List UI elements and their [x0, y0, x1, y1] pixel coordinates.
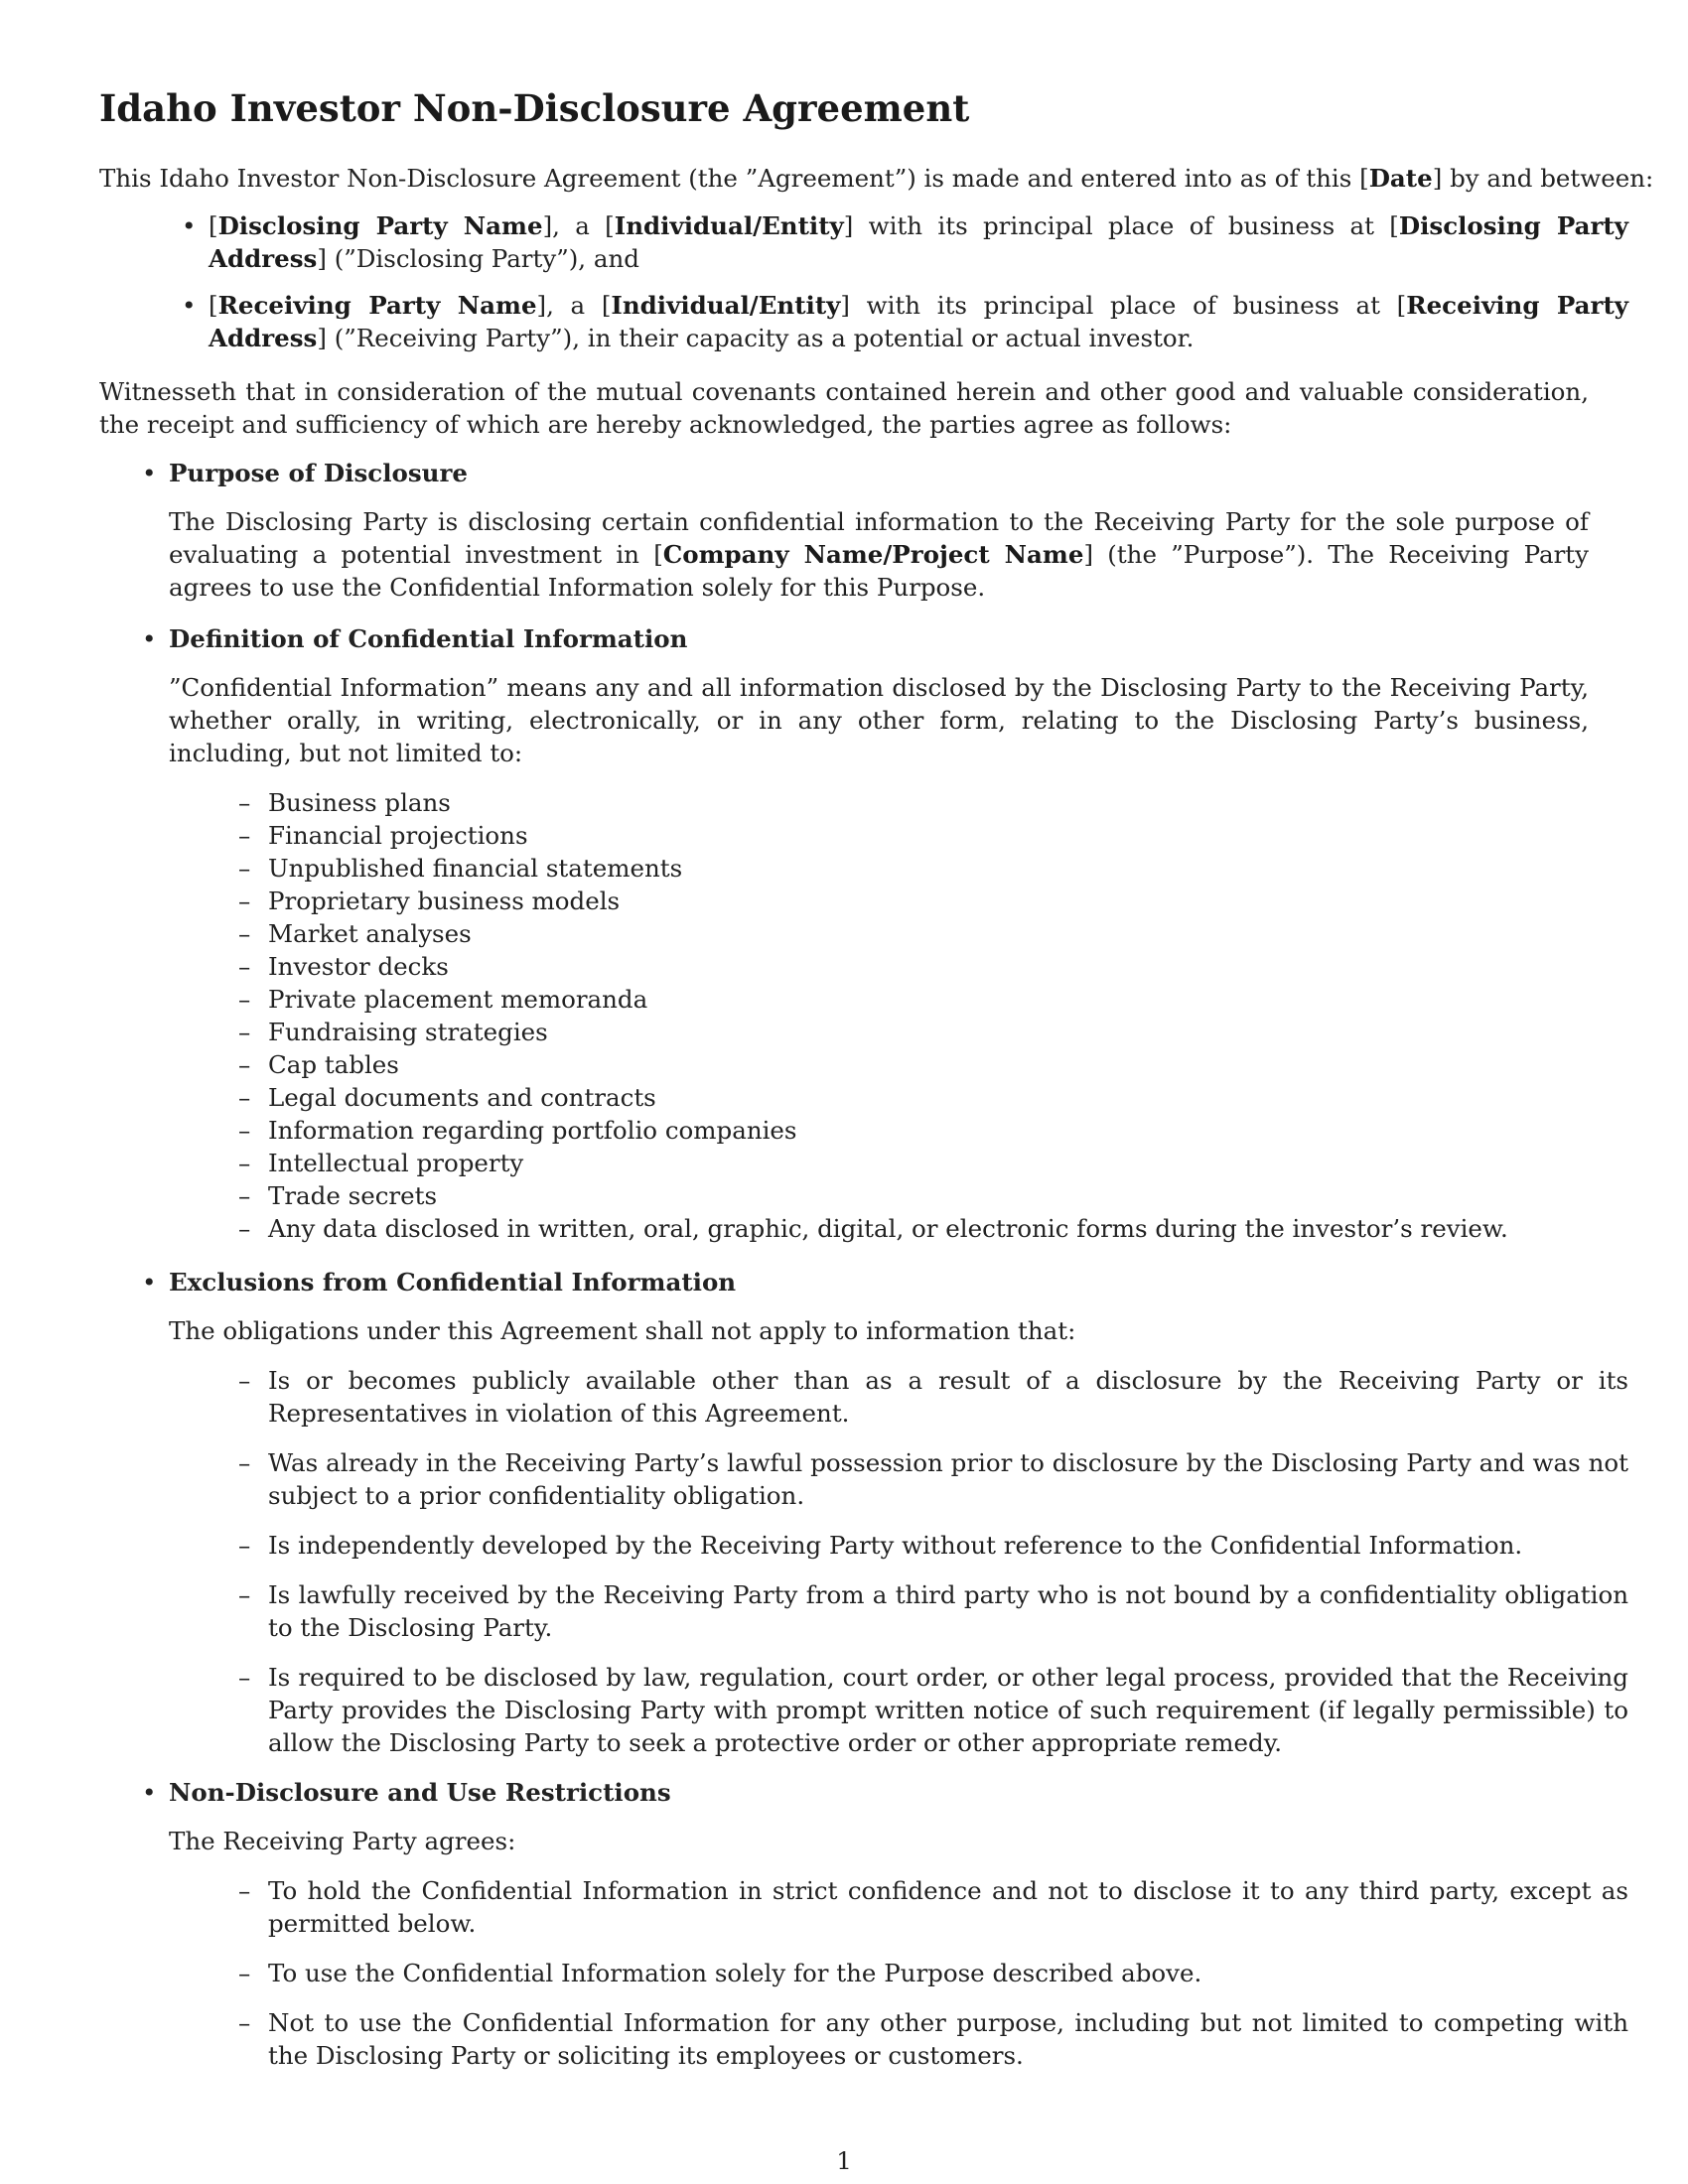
restrictions-intro: The Receiving Party agrees:: [169, 1827, 516, 1855]
confidential-items-list: [228, 786, 1628, 1245]
list-item: – Information regarding portfolio companies: [268, 1114, 1628, 1147]
exclusions-intro: The obligations under this Agreement shall not apply to information that:: [169, 1316, 1076, 1345]
list-item: – Intellectual property: [268, 1147, 1628, 1179]
list-item: – To use the Confidential Information solely for the Purpose described above.: [268, 1957, 1628, 1989]
list-item: – Was already in the Receiving Party’s lawful possession prior to disclosure by the Disclosing Party and was not subject to a prior confidentiality obligation.: [268, 1446, 1628, 1512]
list-item: – Private placement memoranda: [268, 983, 1628, 1016]
list-item: – Market analyses: [268, 917, 1628, 950]
list-item: – Business plans: [268, 786, 1628, 819]
section-heading-restrictions: • Non-Disclosure and Use Restrictions: [169, 1776, 671, 1809]
restrictions-list: [228, 1874, 1628, 2089]
document-page: [99, 0, 1654, 2184]
definition-paragraph: ”Confidential Information” means any and all information disclosed by the Disclosing Party to the Receiving Party, whether orally, in writing, electronically, or in any other form, relating to the Disclosing Party’s business, including, but not limited to:: [169, 673, 1589, 767]
page-number: 1: [836, 2146, 852, 2175]
list-item: – Proprietary business models: [268, 885, 1628, 917]
witness-paragraph: Witnesseth that in consideration of the mutual covenants contained herein and other good and valuable consideration, the receipt and sufficiency of which are hereby acknowledged, the parties agree as follows:: [99, 377, 1589, 439]
list-item: – Fundraising strategies: [268, 1016, 1628, 1048]
list-item: – Cap tables: [268, 1048, 1628, 1081]
list-item: – Financial projections: [268, 819, 1628, 852]
list-item: – Is independently developed by the Receiving Party without reference to the Confidential Information.: [268, 1529, 1628, 1562]
page-title: Idaho Investor Non-Disclosure Agreement: [99, 86, 970, 130]
list-item: – Unpublished financial statements: [268, 852, 1628, 885]
list-item: – Investor decks: [268, 950, 1628, 983]
list-item: – To hold the Confidential Information in strict confidence and not to disclose it to any third party, except as permitted below.: [268, 1874, 1628, 1940]
list-item: – Any data disclosed in written, oral, graphic, digital, or electronic forms during the investor’s review.: [268, 1212, 1628, 1245]
list-item: – Trade secrets: [268, 1179, 1628, 1212]
list-item: – Is or becomes publicly available other than as a result of a disclosure by the Receiving Party or its Representatives in violation of this Agreement.: [268, 1364, 1628, 1430]
list-item: – Is required to be disclosed by law, regulation, court order, or other legal process, provided that the Receiving Party provides the Disclosing Party with prompt written notice of such requirement (if legally permissible) to allow the Disclosing Party to seek a protective order or other appropriate remedy.: [268, 1661, 1628, 1759]
parties-list: [169, 209, 1628, 368]
intro-paragraph: This Idaho Investor Non-Disclosure Agreement (the ”Agreement”) is made and entered into as of this [Date] by and between:: [99, 164, 1654, 193]
list-item: – Is lawfully received by the Receiving Party from a third party who is not bound by a confidentiality obligation to the Disclosing Party.: [268, 1578, 1628, 1644]
exclusions-list: [228, 1364, 1628, 1776]
party-receiving: • [Receiving Party Name], a [Individual/Entity] with its principal place of business at [Receiving Party Address] (”Receiving Party”), in their capacity as a potential or actual investor.: [209, 289, 1628, 354]
list-item: – Legal documents and contracts: [268, 1081, 1628, 1114]
section-heading-exclusions: • Exclusions from Confidential Information: [169, 1266, 736, 1298]
party-disclosing: • [Disclosing Party Name], a [Individual/Entity] with its principal place of business at [Disclosing Party Address] (”Disclosing Party”), and: [209, 209, 1628, 275]
section-heading-definition: • Definition of Confidential Information: [169, 622, 687, 655]
list-item: – Not to use the Confidential Information for any other purpose, including but not limited to competing with the Disclosing Party or soliciting its employees or customers.: [268, 2006, 1628, 2072]
purpose-paragraph: The Disclosing Party is disclosing certain confidential information to the Receiving Party for the sole purpose of evaluating a potential investment in [Company Name/Project Name] (the ”Purpose”). The Receiving Party agrees to use the Confidential Information solely for this Purpose.: [169, 507, 1589, 602]
company-placeholder: Company Name/Project Name: [662, 540, 1084, 569]
date-placeholder: Date: [1368, 164, 1433, 193]
section-heading-purpose: • Purpose of Disclosure: [169, 457, 468, 489]
